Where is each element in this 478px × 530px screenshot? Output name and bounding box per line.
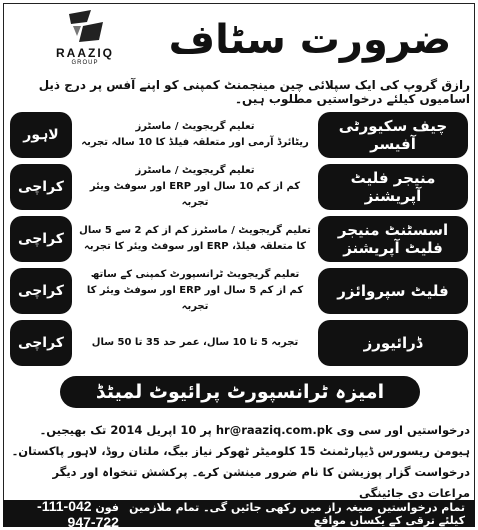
job-req-line: تعلیم گریجویٹ ٹرانسپورٹ کمپنی کے ساتھ [90,269,300,280]
job-requirements [72,164,318,210]
phone-number: 042-111-722-947 [37,497,119,530]
intro-text: رازق گروپ کی ایک سپلائی چین مینجمنٹ کمپنی کو اپنے آفس پر درج ذیل اسامیوں کیلئے درخواستیں مطلوب ہیں۔ [38,78,470,106]
job-row [10,112,468,158]
apply-instructions: درخواستیں اور سی وی hr@raaziq.com.pk پر 10 اپریل 2014 تک بھیجیں۔ [39,423,470,437]
job-city: لاہور [10,112,72,158]
job-requirements [72,268,318,314]
job-requirements [72,320,318,366]
job-req-line: تجربہ 5 تا 10 سال، عمر حد 35 تا 50 سال [91,337,299,348]
logo-sub: GROUP [71,60,99,66]
job-title: منیجر فلیٹ آپریشنز [318,164,468,210]
company-name-banner: امیزہ ٹرانسپورٹ پرائیوٹ لمیٹڈ [60,376,420,408]
footer-text: تمام درخواستیں صیغہ راز میں رکھی جائیں گی۔ تمام ملازمین کیلئے ترقی کے یکساں مواقع [129,500,465,527]
address: ہیومن ریسورس ڈیپارٹمنٹ 15 کلومیٹر ٹھوکر نیاز بیگ، ملتان روڈ، لاہور پاکستان۔ [11,444,470,458]
footer-phone-group [13,498,119,530]
job-req-line: تعلیم گریجویٹ / ماسٹرز [135,165,255,176]
job-row [10,216,468,262]
job-city: کراچی [10,320,72,366]
job-req-line: کا متعلقہ فیلڈ، ERP اور سوفٹ ویئر کا تجربہ [84,241,306,252]
headline: ضرورت سٹاف [168,17,452,63]
job-title: فلیٹ سپروائزر [318,268,468,314]
job-row [10,268,468,314]
job-req-line: ریٹائرڈ آرمی اور متعلقہ فیلڈ کا 10 سالہ تجربہ [81,137,309,148]
job-title: ڈرائیورز [318,320,468,366]
job-city: کراچی [10,164,72,210]
benefits-note: درخواست گزار پوزیشن کا نام ضرور مینشن کرے۔ پرکشش تنخواہ اور دیگر مراعات دی جائینگی [52,465,470,500]
job-req-line: کم از کم 5 سال اور ERP اور سوفٹ ویئر کا تجربہ [86,285,304,312]
logo-name: RAAZIQ [56,46,114,60]
job-requirements [72,216,318,262]
job-row [10,320,468,366]
application-notes [8,420,470,504]
footer-bar [3,497,475,530]
company-logo [40,8,130,76]
job-requirements [72,112,318,158]
logo-mark-icon [63,8,107,44]
job-row [10,164,468,210]
job-title: چیف سکیورٹی آفیسر [318,112,468,158]
phone-label: فون [95,500,119,514]
job-city: کراچی [10,268,72,314]
job-req-line: تعلیم گریجویٹ / ماسٹرز [135,121,255,132]
job-list [10,112,468,372]
job-title: اسسٹنٹ منیجر فلیٹ آپریشنز [318,216,468,262]
job-req-line: کم از کم 10 سال اور ERP اور سوفٹ ویئر تجربہ [89,181,301,208]
job-city: کراچی [10,216,72,262]
job-req-line: تعلیم گریجویٹ / ماسٹرز کم از کم 2 سے 5 سال [79,225,311,236]
